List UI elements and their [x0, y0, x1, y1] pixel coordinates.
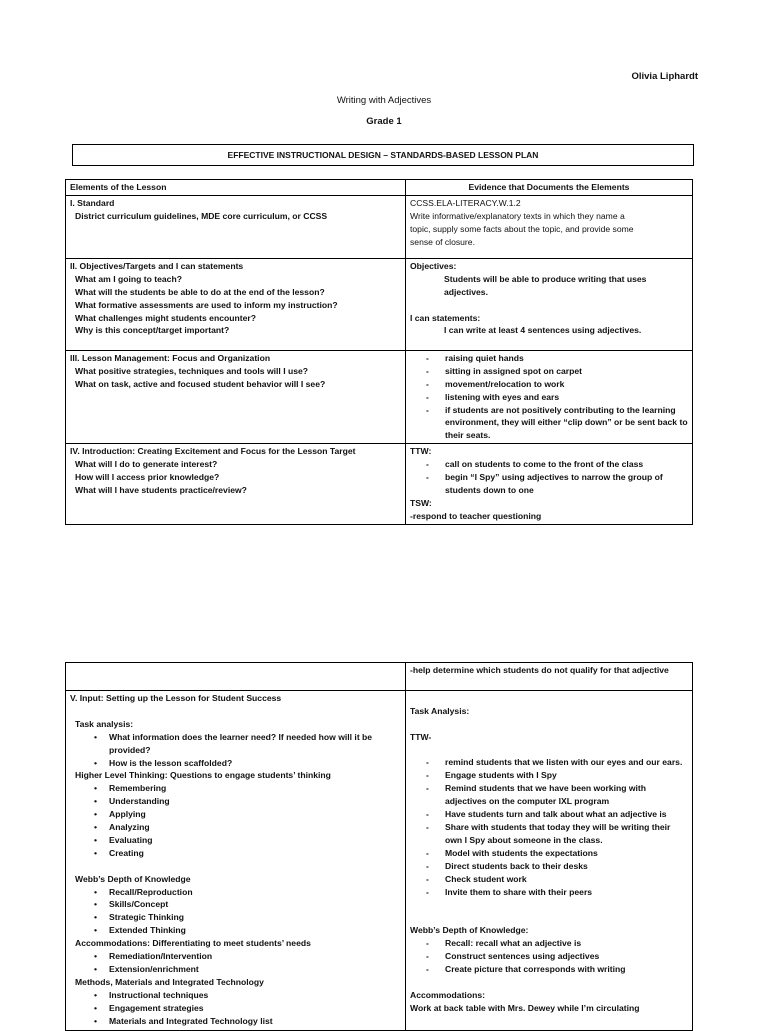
management-element: [66, 350, 406, 443]
methods-label: Methods, Materials and Integrated Technology: [75, 976, 264, 987]
objectives-line: adjectives.: [444, 286, 488, 297]
hlt-label: Higher Level Thinking: Questions to engage students’ thinking: [75, 770, 331, 781]
input-evidence: [406, 691, 693, 1031]
tsw-label: TSW:: [410, 497, 432, 508]
standard-element: [66, 195, 406, 258]
webb-label: Webb’s Depth of Knowledge: [75, 873, 191, 884]
introduction-question: What will I have students practice/review?: [75, 484, 247, 495]
list-item: - raising quiet hands: [410, 352, 688, 365]
lesson-title: Writing with Adjectives: [336, 95, 432, 106]
accommodations-evidence-line: Work at back table with Mrs. Dewey while I’m circulating: [410, 1002, 640, 1013]
list-item: - Check student work: [410, 873, 688, 886]
input-title: V. Input: Setting up the Lesson for Student Success: [70, 693, 282, 703]
list-item: - call on students to come to the front of the class: [410, 458, 688, 471]
hlt-list: [70, 782, 401, 859]
list-item: • How is the lesson scaffolded?: [70, 757, 401, 770]
list-item: - remind students that we listen with our eyes and our ears.: [410, 756, 688, 769]
list-item: - Invite them to share with their peers: [410, 886, 688, 899]
accommodations-evidence-label: Accommodations:: [410, 989, 485, 1000]
objectives-evidence: [406, 258, 693, 350]
webb-list: [70, 886, 401, 938]
objectives-line: Students will be able to produce writing that uses: [444, 273, 647, 284]
list-item: • Applying: [70, 808, 401, 821]
standard-line: topic, supply some facts about the topic, and provide some: [410, 223, 634, 234]
col-header-elements: Elements of the Lesson: [66, 180, 406, 196]
list-item: - Model with students the expectations: [410, 847, 688, 860]
row-input: [66, 691, 693, 1031]
col-header-evidence: Evidence that Documents the Elements: [406, 180, 693, 196]
list-item: - Engage students with I Spy: [410, 769, 688, 782]
task-analysis-label: Task analysis:: [75, 718, 134, 729]
list-item: - Create picture that corresponds with writing: [410, 963, 688, 976]
ttw-evidence-list: [410, 756, 688, 898]
row-management: [66, 350, 693, 443]
list-item: • What information does the learner need? If needed how will it be: [70, 731, 401, 744]
management-list: [410, 352, 688, 442]
accommodations-label: Accommodations: Differentiating to meet students’ needs: [75, 938, 311, 949]
objectives-element: [66, 258, 406, 350]
row-objectives: [66, 258, 693, 350]
ttw-label: TTW:: [410, 446, 432, 457]
standard-line: sense of closure.: [410, 236, 475, 247]
list-item: • Analyzing: [70, 821, 401, 834]
introduction-question: What will I do to generate interest?: [75, 459, 218, 470]
lesson-plan-table-2: [65, 662, 693, 1031]
ttw-evidence-label: TTW-: [410, 731, 432, 742]
standard-evidence: [406, 195, 693, 258]
objectives-question: What am I going to teach?: [75, 273, 182, 284]
webb-evidence-label: Webb’s Depth of Knowledge:: [410, 925, 529, 936]
continued-line: -help determine which students do not qualify for that adjective: [406, 663, 693, 691]
plan-banner: EFFECTIVE INSTRUCTIONAL DESIGN – STANDARDS-BASED LESSON PLAN: [72, 144, 694, 166]
list-item: • Engagement strategies: [70, 1002, 401, 1015]
standard-desc: District curriculum guidelines, MDE core curriculum, or CCSS: [75, 210, 328, 221]
methods-list: [70, 989, 401, 1028]
list-item: • Remembering: [70, 782, 401, 795]
ttw-list: [410, 458, 688, 497]
table-header-row: [66, 180, 693, 196]
objectives-question: What will the students be able to do at the end of the lesson?: [75, 286, 325, 297]
list-item: - Remind students that we have been working with adjectives on the computer IXL program: [410, 782, 688, 808]
introduction-question: How will I access prior knowledge?: [75, 472, 220, 483]
continued-empty-cell: [66, 663, 406, 691]
objectives-question: Why is this concept/target important?: [75, 325, 230, 336]
task-analysis-list: [70, 731, 401, 770]
tsw-line: -respond to teacher questioning: [410, 510, 542, 521]
objectives-title: II. Objectives/Targets and I can statements: [70, 260, 244, 271]
management-title: III. Lesson Management: Focus and Organization: [70, 352, 271, 363]
list-item: - movement/relocation to work: [410, 378, 688, 391]
list-item: - if students are not positively contributing to the learning environment, they will either “clip down” or be sent back to their seats.: [410, 404, 688, 443]
standard-title: I. Standard: [70, 197, 115, 208]
author-name: Olivia Liphardt: [631, 71, 698, 82]
list-item: - begin “I Spy” using adjectives to narrow the group of students down to one: [410, 471, 688, 497]
list-item: • Evaluating: [70, 834, 401, 847]
ican-line: I can write at least 4 sentences using adjectives.: [444, 325, 642, 336]
list-item: • Extended Thinking: [70, 924, 401, 937]
list-item: • Materials and Integrated Technology list: [70, 1015, 401, 1028]
ican-label: I can statements:: [410, 312, 481, 323]
introduction-element: [66, 444, 406, 524]
webb-evidence-list: [410, 937, 688, 976]
list-item: - sitting in assigned spot on carpet: [410, 365, 688, 378]
objectives-label: Objectives:: [410, 260, 457, 271]
list-item: • Skills/Concept: [70, 898, 401, 911]
row-continued: [66, 663, 693, 691]
list-item: • Creating: [70, 847, 401, 860]
list-item: • Extension/enrichment: [70, 963, 401, 976]
accommodations-list: [70, 950, 401, 976]
list-item: - Have students turn and talk about what an adjective is: [410, 808, 688, 821]
standard-line: Write informative/explanatory texts in which they name a: [410, 210, 625, 221]
list-item: provided?: [109, 744, 151, 755]
list-item: - Construct sentences using adjectives: [410, 950, 688, 963]
management-question: What positive strategies, techniques and tools will I use?: [75, 365, 309, 376]
list-item: • Instructional techniques: [70, 989, 401, 1002]
row-standard: [66, 195, 693, 258]
list-item: • Understanding: [70, 795, 401, 808]
introduction-evidence: [406, 444, 693, 524]
list-item: • Recall/Reproduction: [70, 886, 401, 899]
objectives-question: What formative assessments are used to inform my instruction?: [75, 299, 338, 310]
standard-code: CCSS.ELA-LITERACY.W.1.2: [410, 197, 521, 208]
management-question: What on task, active and focused student behavior will I see?: [75, 378, 326, 389]
row-introduction: [66, 444, 693, 524]
objectives-question: What challenges might students encounter?: [75, 312, 256, 323]
lesson-plan-table-1: [65, 179, 693, 525]
list-item: - Share with students that today they will be writing their own I Spy about someone in the class.: [410, 821, 688, 847]
grade-level: Grade 1: [366, 116, 402, 127]
input-element: [66, 691, 406, 1031]
list-item: - Direct students back to their desks: [410, 860, 688, 873]
task-analysis-evidence-label: Task Analysis:: [410, 705, 470, 716]
list-item: • Remediation/Intervention: [70, 950, 401, 963]
list-item: - listening with eyes and ears: [410, 391, 688, 404]
management-evidence: [406, 350, 693, 443]
list-item: - Recall: recall what an adjective is: [410, 937, 688, 950]
introduction-title: IV. Introduction: Creating Excitement and Focus for the Lesson Target: [70, 446, 356, 457]
list-item: • Strategic Thinking: [70, 911, 401, 924]
